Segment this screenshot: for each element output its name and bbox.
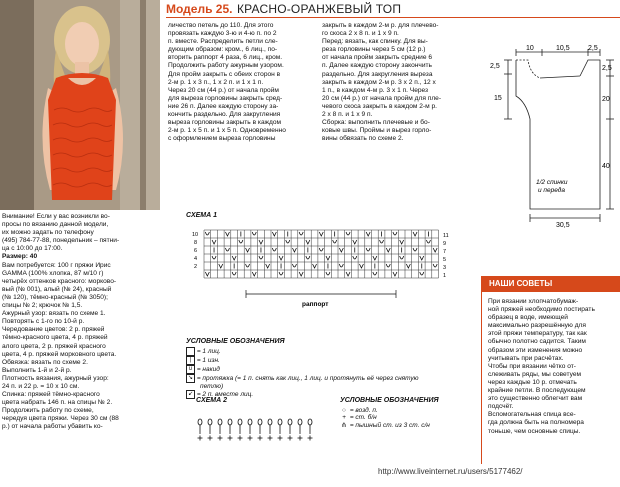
pattern-caption-1: 1/2 спинки (536, 179, 568, 186)
text-line: закрыть в каждом 2-м р. 3 х 2 п., 12 х (322, 78, 436, 86)
decrease-mark (225, 232, 229, 236)
legend2-label: = пышный ст. из 3 ст. с/н (349, 422, 430, 429)
yarn-over-mark (232, 272, 236, 275)
text-line: дующим образом: кром., 6 лиц., по- (168, 46, 278, 54)
legend1-item (186, 347, 476, 356)
text-line: вый (№ 001), алый (№ 24), красный (2, 285, 112, 293)
yarn-over-mark (380, 240, 384, 243)
scheme1-row-1: 1 (443, 273, 447, 279)
text-line: Чередование цветов: 2 р. пряжей (2, 326, 105, 334)
tip-line: обычно полотно садится. Таким (488, 338, 586, 346)
tip-line: это существенно облегчит вам (488, 395, 583, 403)
legend1-label: = 1 лиц. (196, 348, 221, 356)
scheme1-chart (186, 220, 462, 312)
scheme1-left-6: 6 (194, 248, 198, 254)
scheme1-row-11: 11 (443, 233, 449, 239)
puff-mark (298, 419, 302, 425)
text-line: вины обвязать по схеме 2. (322, 135, 404, 143)
text-line: Продолжить работу по схеме, (2, 407, 94, 415)
yarn-over-mark (413, 248, 417, 251)
watermark-url: http://www.liveinternet.ru/users/5177462/ (378, 467, 523, 476)
yarn-over-mark (420, 272, 424, 275)
yarn-over-mark (346, 232, 350, 235)
decrease-mark (292, 248, 296, 252)
text-line: Плотность вязания, ажурный узор: (2, 374, 109, 382)
k2tog-icon: ↙ (187, 391, 194, 397)
text-line: 2 х 8 п. и 1 х 9 п. (322, 111, 373, 119)
puff-mark (238, 419, 242, 425)
scheme1-left-10: 10 (192, 232, 199, 238)
legend1-item (186, 374, 476, 383)
text-line: личество петель до 110. Для этого (168, 22, 274, 29)
text-line: 1 п., в каждом 4-м р. 3 х 1 п. Через (322, 86, 429, 94)
tip-line: через каждые 10 р. отмечать (488, 378, 577, 386)
text-line: чевого скоса закрыть в каждом 2-м р. (322, 102, 437, 110)
puff-mark (308, 419, 312, 425)
scheme1-title: СХЕМА 1 (186, 212, 218, 219)
decrease-mark (212, 240, 216, 244)
puff-mark (218, 419, 222, 425)
decrease-mark (413, 232, 417, 236)
text-line: Выполнить 1-й и 2-й р. (2, 366, 72, 374)
yarn-over-mark (433, 264, 437, 267)
yarn-over-mark (252, 232, 256, 235)
text-line: ковые швы. Проймы и вырез горло- (322, 127, 432, 135)
text-line: 20 см (44 р.) от начала пройм для пле- (322, 94, 442, 102)
text-line: раздельно. Для закругления выреза (322, 70, 433, 78)
text-line: кончить раздельно. Для закругления (168, 111, 281, 119)
text-line: для выреза горловины закрыть сред- (168, 94, 283, 102)
pattern-diagram (480, 44, 620, 234)
text-line: провязать каждую 3-ю и 4-ю п. по 2 (168, 30, 277, 38)
legend2-title: УСЛОВНЫЕ ОБОЗНАЧЕНИЯ (340, 397, 439, 404)
chain-icon: ○ (342, 407, 346, 414)
yarn-over-mark (353, 256, 357, 259)
text-line: цвета, 4 р. пряжей морковного цвета. (2, 350, 117, 358)
yarn-over-mark (319, 248, 323, 251)
yarn-over-mark (286, 240, 290, 243)
legend1-title: УСЛОВНЫЕ ОБОЗНАЧЕНИЯ (186, 338, 285, 345)
tips-title: НАШИ СОВЕТЫ (481, 276, 620, 292)
text-line: Внимание! Если у вас возникли во- (2, 213, 110, 220)
dim-right-2: 20 (602, 96, 610, 103)
tip-line: учитывать при расчётах. (488, 354, 564, 362)
text-line: Через 20 см (44 р.) от начала пройм (168, 86, 279, 94)
text-line: Ажурный узор: вязать по схеме 1. (2, 310, 106, 318)
decrease-mark (313, 264, 317, 268)
yarn-over-mark (299, 232, 303, 235)
legend1-item (186, 356, 476, 365)
legend2 (340, 397, 490, 429)
text-line: спицы № 2; крючок № 1,5. (2, 302, 83, 310)
middle-column-text (168, 22, 318, 143)
legend2-item (340, 407, 490, 414)
text-line: Для пройм закрыть с обеих сторон в (168, 70, 281, 78)
purl-icon: | (186, 356, 195, 365)
tip-line: этой пряжи температуру, так как (488, 330, 587, 338)
text-line: Сборка: выполнить плечевые и бо- (322, 119, 430, 127)
text-line: (495) 784-77-88, понедельник – пятни- (2, 237, 120, 245)
text-line: вторить раппорт 4 раза, 6 лиц., кром. (168, 54, 283, 62)
legend1-item-cont: петлю) (200, 383, 224, 390)
decrease-mark (259, 240, 263, 244)
text-line: ца с 10:00 до 17:00. (2, 245, 63, 253)
yarn-over-mark (239, 240, 243, 243)
yarn-over-mark (205, 232, 209, 235)
decrease-mark (393, 272, 397, 276)
decrease-mark (252, 272, 256, 276)
text-line: Размер: 40 (2, 253, 38, 261)
decrease-mark (346, 272, 350, 276)
scheme1-left-2: 2 (194, 264, 198, 270)
yarn-over-mark (225, 248, 229, 251)
yarn-over-mark (386, 264, 390, 267)
scheme1-row-5: 5 (443, 257, 447, 263)
yarn-over-mark (400, 256, 404, 259)
decrease-mark (319, 232, 323, 236)
legend1-label: = 1 изн. (196, 357, 220, 365)
scheme1-left-4: 4 (194, 256, 198, 262)
puff-mark (288, 419, 292, 425)
tip-line: Вспомогательная спица все- (488, 411, 576, 419)
model-photo (0, 0, 160, 210)
yarn-over-icon: ∪ (186, 365, 195, 374)
decrease-mark (353, 240, 357, 244)
dim-right-1: 2,5 (602, 65, 612, 72)
text-line: четырёх оттенков красного: морково- (2, 277, 117, 285)
header-divider (166, 17, 620, 18)
decrease-mark (359, 264, 363, 268)
puff-mark (268, 419, 272, 425)
legend2-item (340, 414, 490, 421)
yarn-over-mark (333, 240, 337, 243)
tip-line: крайние петли. В последующем (488, 387, 586, 395)
yarn-over-mark (339, 264, 343, 267)
text-line: алого цвета, 2 р. пряжей красного (2, 342, 106, 350)
decrease-mark (386, 248, 390, 252)
text-line: тёмно-красного цвета, 4 р. пряжей (2, 334, 108, 342)
decrease-mark (326, 256, 330, 260)
dim-right-3: 40 (602, 163, 610, 170)
decrease-mark (433, 248, 437, 252)
tip-line: ной пряжей необходимо постирать (488, 306, 595, 314)
rapport-label: раппорт (302, 301, 329, 308)
text-line: ние 26 п. Далее каждую сторону за- (168, 102, 279, 110)
puff-stitch-icon: ⋔ (341, 422, 347, 429)
scheme2-title: СХЕМА 2 (196, 397, 228, 404)
text-line: закрыть в каждом 2-м р. для плечево- (322, 22, 439, 29)
tip-line: гда должна быть на полномера (488, 419, 584, 427)
yarn-over-mark (426, 240, 430, 243)
page-header (166, 0, 446, 16)
yarn-over-mark (279, 272, 283, 275)
decrease-mark (406, 264, 410, 268)
text-line: от начала пройм закрыть средние 6 (322, 54, 433, 62)
puff-mark (248, 419, 252, 425)
dim-bottom: 30,5 (556, 222, 570, 229)
decrease-mark (219, 264, 223, 268)
text-line: их можно задать по телефону (2, 229, 94, 237)
tip-line: подсчёт. (488, 403, 514, 411)
legend2-item (340, 421, 490, 429)
yarn-over-mark (259, 256, 263, 259)
text-line: цвета набрать 146 п. на спицы № 2. (2, 399, 113, 407)
decrease-mark (373, 256, 377, 260)
tip-line: Чтобы при вязании чётко от- (488, 362, 576, 370)
left-column-text (2, 213, 162, 432)
dim-left-2: 15 (494, 95, 502, 102)
legend1-label: = накид (196, 366, 220, 374)
yarn-over-mark (393, 232, 397, 235)
dim-top-1: 10 (526, 45, 534, 52)
yarn-over-mark (306, 256, 310, 259)
text-line: 24 п. и 22 р. = 10 х 10 см. (2, 382, 80, 390)
dim-top-3: 2,5 (588, 45, 598, 52)
text-line: выреза горловины закрыть в каждом (168, 119, 282, 127)
legend2-label: = ст. б/н (349, 414, 377, 421)
scheme1-left-8: 8 (194, 240, 198, 246)
decrease-mark (306, 240, 310, 244)
text-line: п. Далее каждую сторону закончить (322, 62, 432, 70)
scheme1-row-7: 7 (443, 249, 447, 255)
text-line: просы по вязанию данной модели, (2, 221, 109, 229)
text-line: Вам потребуется: 100 г пряжи Ирис (2, 261, 111, 269)
legend1 (186, 338, 476, 399)
tips-box (481, 292, 620, 464)
dim-top-2: 10,5 (556, 45, 570, 52)
tip-line: тоньше, чем основные спицы. (488, 427, 581, 435)
text-line: Перед: вязать, как спинку. Для вы- (322, 38, 428, 46)
decrease-mark (205, 272, 209, 276)
text-line: (№ 120), тёмно-красный (№ 3050); (2, 293, 108, 301)
text-line: Обвязка: вязать по схеме 2. (2, 358, 88, 366)
puff-mark (208, 419, 212, 425)
yarn-over-mark (366, 248, 370, 251)
yarn-over-mark (212, 256, 216, 259)
legend2-label: = возд. п. (349, 407, 378, 414)
decrease-mark (272, 232, 276, 236)
decrease-mark (266, 264, 270, 268)
text-line: чередуя цвета пряжи. Через 30 см (88 (2, 415, 119, 423)
scheme1-row-3: 3 (443, 265, 447, 271)
puff-mark (198, 419, 202, 425)
yarn-over-mark (272, 248, 276, 251)
decrease-mark (279, 256, 283, 260)
decrease-mark (400, 240, 404, 244)
pattern-caption-2: и переда (538, 187, 565, 194)
yarn-over-mark (292, 264, 296, 267)
yarn-over-mark (246, 264, 250, 267)
legend1-item (186, 365, 476, 374)
tip-line: максимально разрешённую для (488, 322, 586, 330)
puff-mark (278, 419, 282, 425)
dim-left-1: 2,5 (490, 63, 500, 70)
scheme2-chart (194, 412, 324, 446)
tip-line: образом эти изменения можно (488, 346, 583, 354)
single-crochet-icon: + (342, 414, 346, 421)
decrease-mark (420, 256, 424, 260)
text-line: реза горловины через 5 см (12 р.) (322, 46, 426, 54)
tip-line: слеживать ряды, мы советуем (488, 370, 582, 378)
photo-illustration (0, 0, 160, 210)
decrease-mark (246, 248, 250, 252)
yarn-over-mark (326, 272, 330, 275)
tip-line: образец в воде, имеющей (488, 314, 568, 322)
yarn-over-mark (373, 272, 377, 275)
decrease-mark (299, 272, 303, 276)
decrease-mark (339, 248, 343, 252)
text-line: 2-м р. 1 х 3 п., 1 х 2 п. и 1 х 1 п. (168, 78, 264, 86)
text-line: GAMMA (100% хлопка, 87 м/10 г) (2, 269, 104, 277)
model-title: КРАСНО-ОРАНЖЕВЫЙ ТОП (236, 2, 402, 16)
decrease-mark (366, 232, 370, 236)
knit-icon (186, 347, 195, 356)
legend1-label: = 2 п. вместе лиц. (196, 391, 254, 399)
puff-mark (258, 419, 262, 425)
puff-mark (228, 419, 232, 425)
text-line: 2-м р. 1 х 5 п. и 1 х 5 п. Одновременно (168, 127, 286, 135)
decrease-mark (232, 256, 236, 260)
text-line: Повторять с 1-го по 10-й р. (2, 318, 85, 326)
model-number: Модель 25. (166, 2, 233, 16)
right-column-text (322, 22, 472, 143)
text-line: го скоса 2 х 8 п. и 1 х 9 п. (322, 30, 399, 38)
slip-knit-icon: ↘ (187, 375, 194, 381)
text-line: Продолжить работу ажурным узором. (168, 62, 284, 70)
legend1-label: = протяжка (= 1 п. снять как лиц., 1 лиц. и протянуть её через снятую (196, 375, 419, 383)
text-line: Спинка: пряжей тёмно-красного (2, 391, 100, 399)
text-line: п. вместе. Распределить петли сле- (168, 38, 278, 46)
tip-line: При вязании хлопчатобумаж- (488, 298, 579, 305)
scheme1-row-9: 9 (443, 241, 447, 247)
text-line: р.) от начала работы убавить ко- (2, 423, 103, 431)
text-line: с оформлением выреза горловины (168, 135, 276, 143)
